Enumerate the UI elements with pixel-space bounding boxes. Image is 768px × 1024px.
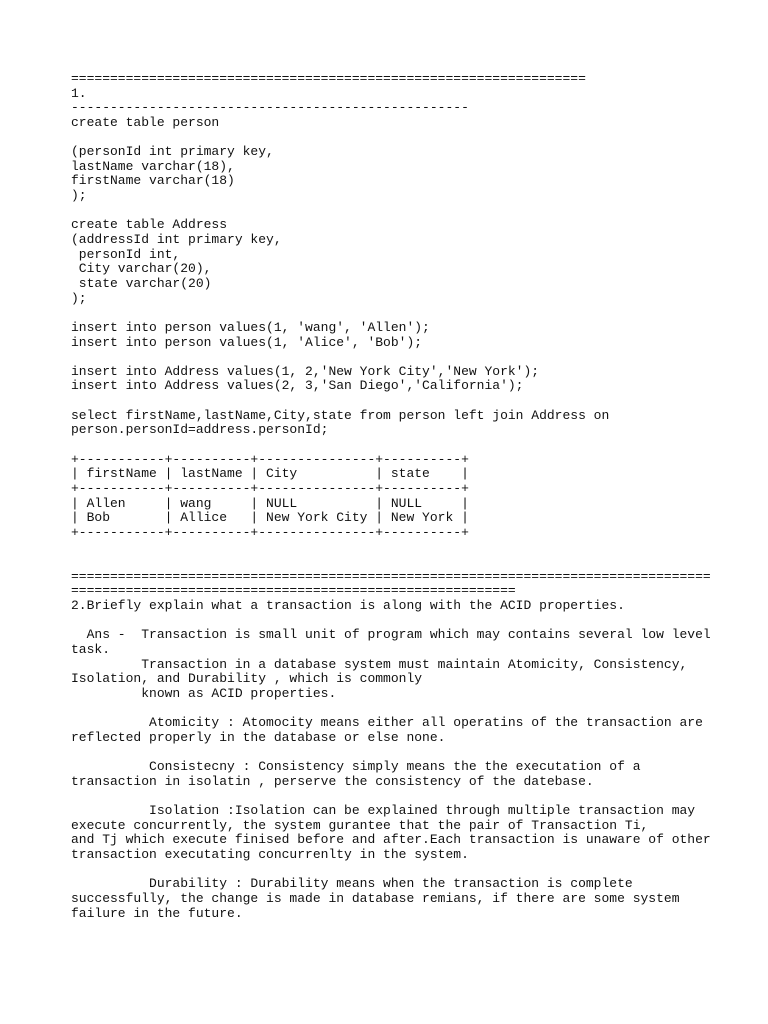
document-line	[71, 131, 761, 146]
document-line	[71, 789, 761, 804]
document-line	[71, 394, 761, 409]
document-line: Durability : Durability means when the transaction is complete	[71, 876, 633, 892]
document-line: and Tj which execute finised before and after.Each transaction is unaware of other	[71, 832, 711, 848]
document-line: insert into person values(1, 'wang', 'Allen');	[71, 319, 430, 335]
document-line: 2.Briefly explain what a transaction is along with the ACID properties.	[71, 598, 625, 614]
document-line	[71, 702, 761, 717]
document-line: insert into person values(1, 'Alice', 'Bob');	[71, 334, 423, 350]
document-line	[71, 745, 761, 760]
document-line: select firstName,lastName,City,state from person left join Address on	[71, 407, 610, 423]
document-line: 1.	[71, 85, 87, 101]
document-line: person.personId=address.personId;	[71, 422, 329, 438]
document-line: City varchar(20),	[71, 261, 212, 277]
document-line: personId int,	[71, 246, 181, 262]
document-line: (personId int primary key,	[71, 144, 274, 160]
document-line: (addressId int primary key,	[71, 232, 282, 248]
document-line: execute concurrently, the system gurantee that the pair of Transaction Ti,	[71, 817, 649, 833]
document-line: | Bob | Allice | New York City | New York |	[71, 510, 469, 526]
document-line: known as ACID properties.	[71, 685, 337, 701]
document-line: lastName varchar(18),	[71, 158, 235, 174]
document-line: Consistecny : Consistency simply means the the executation of a	[71, 759, 641, 775]
document-line: | Allen | wang | NULL | NULL |	[71, 495, 469, 511]
document-line: Atomicity : Atomocity means either all operatins of the transaction are	[71, 715, 703, 731]
document-line: firstName varchar(18)	[71, 173, 235, 189]
document-line	[71, 306, 761, 321]
document-line: insert into Address values(2, 3,'San Diego','California');	[71, 378, 524, 394]
document-line: Transaction in a database system must maintain Atomicity, Consistency,	[71, 656, 688, 672]
document-line: ==================================================================	[71, 71, 586, 86]
document-line: +-----------+----------+---------------+----------+	[71, 451, 469, 467]
document-line	[71, 350, 761, 365]
document-line	[71, 541, 761, 556]
document-line: =========================================================	[71, 583, 516, 599]
document-line: );	[71, 290, 87, 306]
document-line: Ans - Transaction is small unit of program which may contains several low level	[71, 627, 711, 643]
document-line: ==================================================================================	[71, 568, 711, 584]
document-line: transaction executating concurrenlty in the system.	[71, 846, 469, 862]
document-line: task.	[71, 641, 111, 657]
document-line: Isolation, and Durability , which is commonly	[71, 671, 423, 687]
document-line	[71, 204, 761, 219]
document-line: Isolation :Isolation can be explained through multiple transaction may	[71, 803, 696, 819]
document-line	[71, 438, 761, 453]
document-line: | firstName | lastName | City | state |	[71, 466, 469, 482]
document-line: create table Address	[71, 217, 228, 233]
document-line: +-----------+----------+---------------+----------+	[71, 480, 469, 496]
document-line: state varchar(20)	[71, 275, 212, 291]
document-line: successfully, the change is made in database remians, if there are some system	[71, 890, 680, 906]
document-line: failure in the future.	[71, 905, 243, 921]
document-page	[71, 72, 761, 921]
document-line: +-----------+----------+---------------+----------+	[71, 524, 469, 540]
document-line: ---------------------------------------------------	[71, 100, 469, 116]
document-line: );	[71, 188, 87, 204]
document-line: transaction in isolatin , perserve the consistency of the datebase.	[71, 773, 594, 789]
document-line: reflected properly in the database or else none.	[71, 729, 446, 745]
document-line	[71, 614, 761, 629]
document-line	[71, 555, 761, 570]
document-line	[71, 863, 761, 878]
document-line: create table person	[71, 114, 220, 130]
document-line: insert into Address values(1, 2,'New York City','New York');	[71, 363, 540, 379]
